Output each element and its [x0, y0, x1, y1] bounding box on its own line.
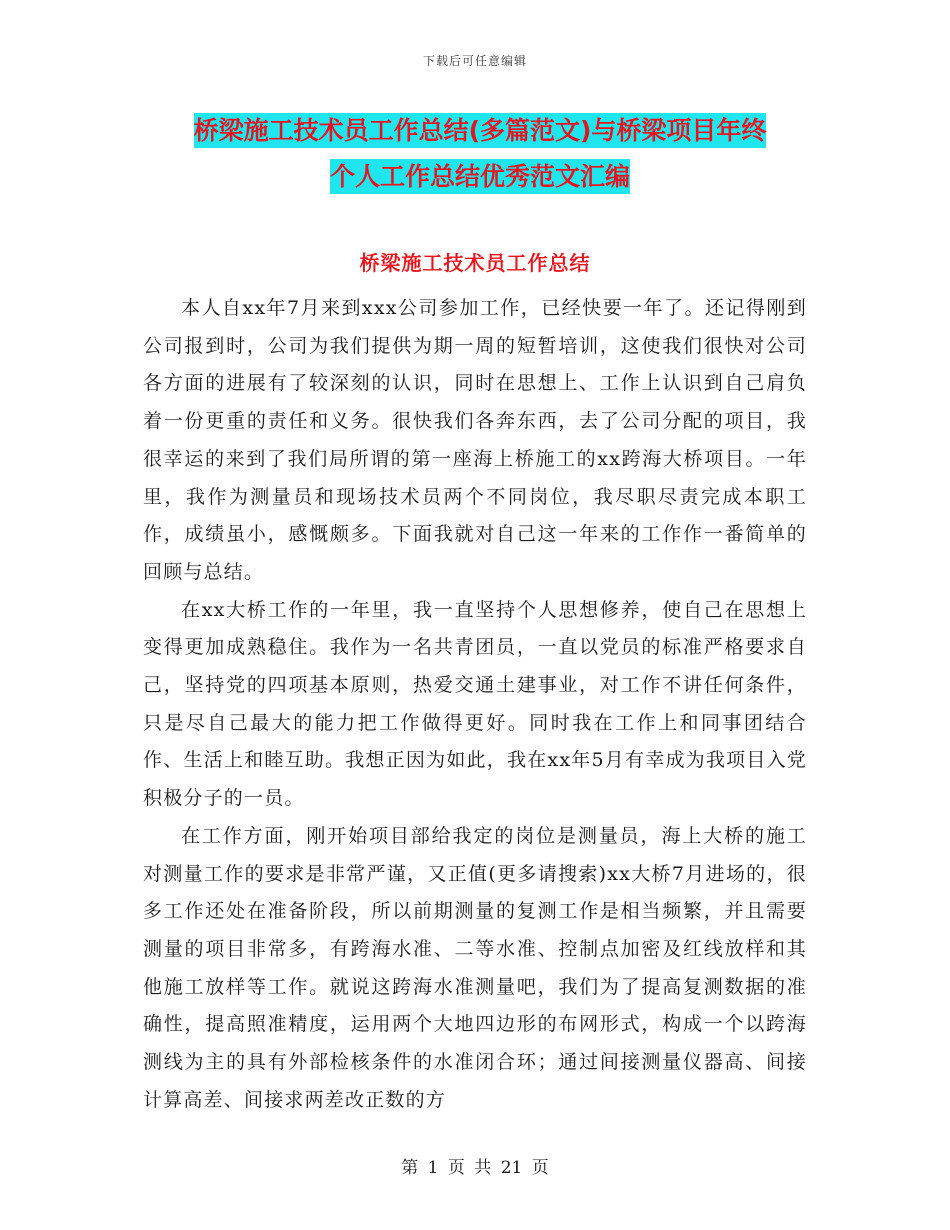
paragraph-1: 本人自xx年7月来到xxx公司参加工作，已经快要一年了。还记得刚到公司报到时，公司为我们提供为期一周的短暂培训，这使我们很快对公司各方面的进展有了较深刻的认识，同时在思想上、工作上认识到自己肩负着一份更重的责任和义务。很快我们各奔东西，去了公司分配的项目，我很幸运的来到了我们局所谓的第一座海上桥施工的xx跨海大桥项目。一年里，我作为测量员和现场技术员两个不同岗位，我尽职尽责完成本职工作，成绩虽小，感慨颇多。下面我就对自己这一年来的工作作一番简单的回顾与总结。 [143, 297, 807, 583]
paragraph-3: 在工作方面，刚开始项目部给我定的岗位是测量员，海上大桥的施工对测量工作的要求是非常严谨，又正值(更多请搜索)xx大桥7月进场的，很多工作还处在准备阶段，所以前期测量的复测工作是相当频繁，并且需要测量的项目非常多，有跨海水准、二等水准、控制点加密及红线放样和其他施工放样等工作。就说这跨海水准测量吧，我们为了提高复测数据的准确性，提高照准精度，运用两个大地四边形的布网形式，构成一个以跨海测线为主的具有外部检核条件的水准闭合环；通过间接测量仪器高、间接计算高差、间接求两差改正数的方 [143, 824, 807, 1111]
title-line-1: 桥梁施工技术员工作总结(多篇范文)与桥梁项目年终 [194, 113, 767, 148]
section-heading: 桥梁施工技术员工作总结 [359, 251, 591, 275]
header-note: 下载后可任意编辑 [422, 54, 527, 68]
paragraph-2: 在xx大桥工作的一年里，我一直坚持个人思想修养，使自己在思想上变得更加成熟稳住。我作为一名共青团员，一直以党员的标准严格要求自己，坚持党的四项基本原则，热爱交通土建事业，对工作不讲任何条件，只是尽自己最大的能力把工作做得更好。同时我在工作上和同事团结合作、生活上和睦互助。我想正因为如此，我在xx年5月有幸成为我项目入党积极分子的一员。 [143, 598, 807, 810]
body-text [143, 290, 807, 1119]
document-title [120, 108, 840, 200]
title-line-2: 个人工作总结优秀范文汇编 [330, 159, 630, 194]
page-footer: 第 1 页 共 21 页 [401, 1158, 549, 1178]
